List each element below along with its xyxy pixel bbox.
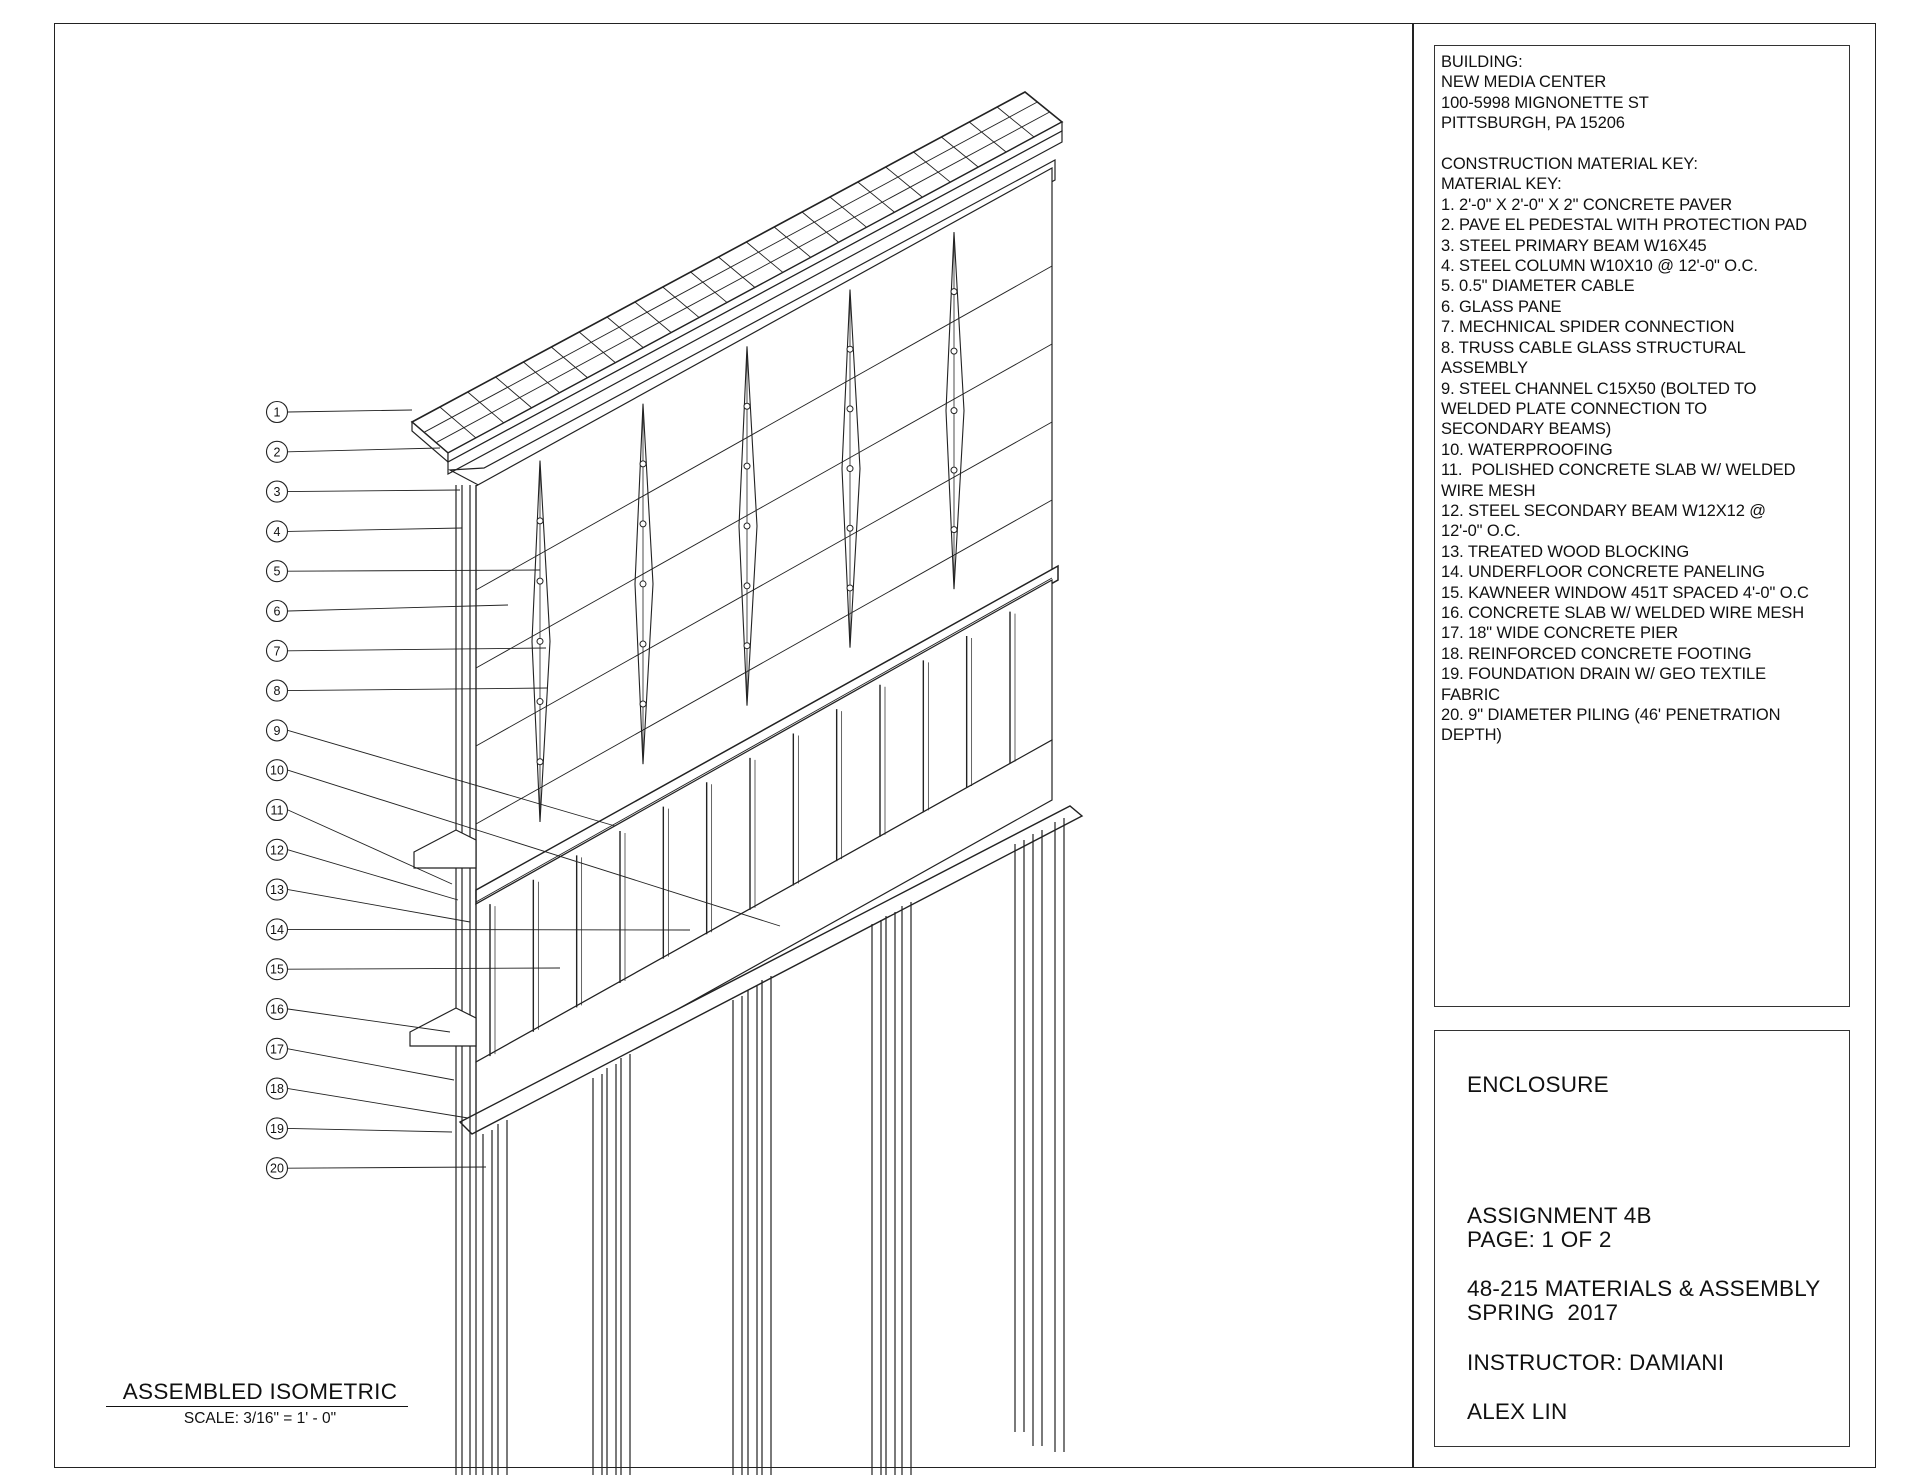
callout-number: 9 [273,723,281,738]
material-key-line: SECONDARY BEAMS) [1441,420,1612,439]
page-label: PAGE: 1 OF 2 [1467,1227,1612,1252]
callout-number: 15 [270,962,284,977]
callout-number: 3 [273,485,281,500]
spider-connection [537,638,543,644]
callout-leader [288,410,412,412]
spider-connection [744,403,750,409]
material-key-line: 7. MECHNICAL SPIDER CONNECTION [1441,318,1735,337]
spider-connection [537,699,543,705]
spider-connection [744,643,750,649]
callout-number: 6 [273,604,281,619]
callout-number: 2 [273,445,281,460]
spider-connection [951,467,957,473]
callout-number: 12 [270,843,284,858]
material-key-line: 12'-0" O.C. [1441,522,1521,541]
title-block [1434,1030,1850,1447]
material-key-line: DEPTH) [1441,726,1502,745]
material-key-line: 17. 18" WIDE CONCRETE PIER [1441,624,1679,643]
material-key-line: 15. KAWNEER WINDOW 451T SPACED 4'-0" O.C [1441,583,1809,602]
material-key-line: 6. GLASS PANE [1441,297,1562,316]
material-key-line: NEW MEDIA CENTER [1441,73,1607,92]
spider-connection [537,518,543,524]
view-title: ASSEMBLED ISOMETRIC [122,1379,398,1404]
callout-number: 17 [270,1042,284,1057]
material-key-line [1441,134,1843,154]
spider-connection [640,641,646,647]
spider-connection [537,578,543,584]
material-key-list [1441,52,1843,746]
material-key-line: 10. WATERPROOFING [1441,440,1613,459]
material-key-line: 12. STEEL SECONDARY BEAM W12X12 @ [1441,501,1766,520]
spider-connection [951,408,957,414]
view-title-underline [106,1406,408,1407]
sheet-name: ENCLOSURE [1467,1072,1609,1097]
material-key-line: 19. FOUNDATION DRAIN W/ GEO TEXTILE [1441,665,1767,684]
material-key-line: 2. PAVE EL PEDESTAL WITH PROTECTION PAD [1441,216,1807,235]
material-key-line: MATERIAL KEY: [1441,175,1562,194]
callout-number: 10 [270,763,284,778]
callout-number: 11 [270,803,284,818]
material-key-line: 4. STEEL COLUMN W10X10 @ 12'-0" O.C. [1441,257,1758,276]
material-key-line: 11. POLISHED CONCRETE SLAB W/ WELDED [1441,461,1796,480]
callout-leader [288,929,690,930]
spider-connection [537,759,543,765]
material-key-line: WIRE MESH [1441,481,1536,500]
callout-number: 13 [270,883,284,898]
spider-connection [640,581,646,587]
material-key-line: 13. TREATED WOOD BLOCKING [1441,542,1690,561]
callout-number: 1 [273,405,281,420]
callout-leader [288,1128,452,1132]
callout-leader [288,490,460,492]
material-key-line: 1. 2'-0" X 2'-0" X 2" CONCRETE PAVER [1441,195,1733,214]
material-key-line: 3. STEEL PRIMARY BEAM W16X45 [1441,236,1707,255]
spider-connection [847,585,853,591]
callout-leader [288,1009,450,1032]
slab-upper [414,830,476,868]
material-key-line: 18. REINFORCED CONCRETE FOOTING [1441,644,1752,663]
material-key-line: 14. UNDERFLOOR CONCRETE PANELING [1441,563,1765,582]
spider-connection [640,521,646,527]
view-scale: SCALE: 3/16" = 1' - 0" [183,1410,337,1427]
spider-connection [847,406,853,412]
callout-number: 8 [273,684,281,699]
material-key-panel [1434,45,1850,1007]
spider-connection [640,701,646,707]
spider-connection [744,523,750,529]
callout-leader [288,605,508,611]
spider-connection [847,466,853,472]
material-key-line: FABRIC [1441,685,1500,704]
callout-bubbles [267,402,288,1179]
callout-number: 20 [270,1161,284,1176]
material-key-line: 100-5998 MIGNONETTE ST [1441,93,1649,112]
callout-leader [288,448,440,452]
material-key-line: CONSTRUCTION MATERIAL KEY: [1441,155,1698,174]
callout-number: 19 [270,1121,284,1136]
callout-leader [288,890,470,922]
material-key-line: WELDED PLATE CONNECTION TO [1441,399,1708,418]
material-key-line: 8. TRUSS CABLE GLASS STRUCTURAL [1441,338,1746,357]
spider-connection [847,525,853,531]
material-key-line: BUILDING: [1441,53,1523,71]
material-key-line: PITTSBURGH, PA 15206 [1441,114,1625,133]
spider-connection [847,346,853,352]
spider-connection [951,289,957,295]
callout-number: 5 [273,564,281,579]
instructor-label: INSTRUCTOR: DAMIANI [1467,1350,1725,1375]
material-key-line: 5. 0.5" DIAMETER CABLE [1441,277,1635,296]
material-key-line: ASSEMBLY [1441,359,1528,378]
callout-number: 16 [270,1002,284,1017]
assignment-label: ASSIGNMENT 4B [1467,1203,1652,1228]
course-label: 48-215 MATERIALS & ASSEMBLY [1467,1276,1821,1301]
author-label: ALEX LIN [1467,1399,1568,1424]
spider-connection [951,348,957,354]
material-key-line: 20. 9" DIAMETER PILING (46' PENETRATION [1441,706,1781,724]
callout-number: 4 [273,524,281,539]
callout-number: 7 [273,644,281,659]
callout-leader [288,528,462,531]
spider-connection [744,583,750,589]
callout-number: 14 [270,922,284,937]
callout-leader [288,1049,454,1080]
callout-leader [288,1089,468,1118]
callout-number: 18 [270,1082,284,1097]
material-key-line: 9. STEEL CHANNEL C15X50 (BOLTED TO [1441,379,1757,398]
term-label: SPRING 2017 [1467,1300,1619,1325]
slab-lower [410,1008,476,1046]
spider-connection [744,463,750,469]
material-key-line: 16. CONCRETE SLAB W/ WELDED WIRE MESH [1441,603,1805,622]
spider-connection [951,527,957,533]
spider-connection [640,461,646,467]
